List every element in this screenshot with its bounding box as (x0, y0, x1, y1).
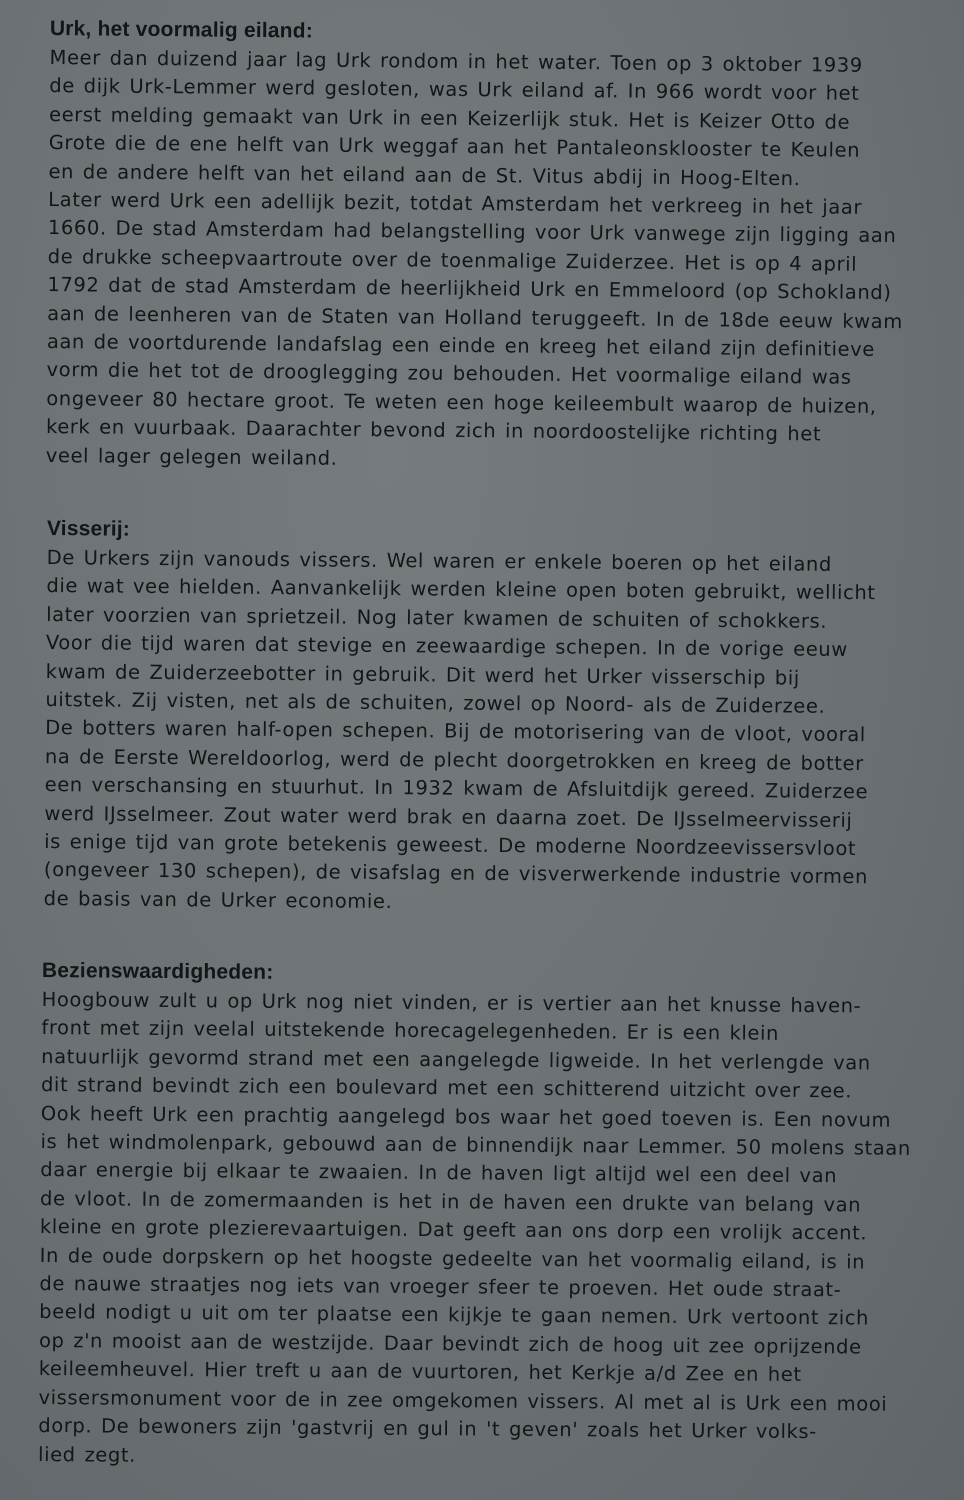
section-heading: Visserij: (46, 516, 131, 541)
text-line: kwam de Zuiderzeebotter in gebruik. Dit werd het Urker visserschip bij (45, 659, 800, 690)
text-line: na de Eerste Wereldoorlog, werd de plecht doorgetrokken en kreeg de botter (44, 744, 864, 775)
text-line: de drukke scheepvaartroute over de toenmalige Zuiderzee. Het is op 4 april (47, 244, 858, 276)
section-sights (38, 958, 932, 1476)
text-line: 1792 dat de stad Amsterdam de heerlijkheid Urk en Emmeloord (op Schokland) (47, 273, 892, 305)
text-line: (ongeveer 130 schepen), de visafslag en de visverwerkende industrie vormen (43, 858, 869, 889)
text-line: aan de leenheren van de Staten van Holland teruggeeft. In de 18de eeuw kwam (47, 301, 903, 333)
text-line: is het windmolenpark, gebouwd aan de binnendijk naar Lemmer. 50 molens staan (40, 1130, 911, 1160)
text-line: vorm die het tot de drooglegging zou behouden. Het voormalige eiland was (46, 358, 852, 390)
text-line: werd IJsselmeer. Zout water werd brak en daarna zoet. De IJsselmeervisserij (44, 801, 853, 832)
text-line: daar energie bij elkaar te zwaaien. In de haven ligt altijd wel een deel van (40, 1158, 838, 1188)
text-line: lied zegt. (38, 1442, 137, 1467)
text-line: ongeveer 80 hectare groot. Te weten een hoge keileembult waarop de huizen, (46, 386, 877, 418)
text-line: op z'n mooist aan de westzijde. Daar bevindt zich de hoog uit zee oprijzende (38, 1328, 862, 1359)
text-line: en de andere helft van het eiland aan de St. Vitus abdij in Hoog-Elten. (48, 159, 801, 190)
text-line: later voorzien van sprietzeil. Nog later kwamen de schuiten of schokkers. (46, 602, 828, 633)
text-line: Hoogbouw zult u op Urk nog niet vinden, er is vertier aan het knusse haven- (41, 987, 862, 1018)
text-line: Meer dan duizend jaar lag Urk rondom in het water. Toen op 3 oktober 1939 (49, 45, 863, 77)
section-body (38, 986, 932, 1476)
text-line: dit strand bevindt zich een boulevard met een schitterend uitzicht over zee. (40, 1073, 853, 1103)
text-line: De botters waren half-open schepen. Bij de motorisering van de vloot, vooral (45, 716, 866, 747)
text-line: Ook heeft Urk een prachtig aangelegd bos waar het goed toeven is. Een novum (40, 1101, 892, 1132)
section-urk-island (46, 16, 940, 479)
text-line: In de oude dorpskern op het hoogste gedeelte van het voormalig eiland, is in (39, 1243, 866, 1274)
text-line: dorp. De bewoners zijn 'gastvrij en gul in 't geven' zoals het Urker volks- (38, 1414, 817, 1444)
text-line: die wat vee hielden. Aanvankelijk werden kleine open boten gebruikt, wellicht (46, 574, 876, 605)
text-line: aan de voortdurende landafslag een einde en kreeg het eiland zijn definitieve (46, 330, 876, 361)
text-line: vissersmonument voor de in zee omgekomen vissers. Al met al is Urk een mooi (38, 1385, 888, 1416)
text-line: de basis van de Urker economie. (43, 886, 393, 913)
text-line: kleine en grote plezierevaartuigen. Dat geeft aan ons dorp een vrolijk accent. (39, 1215, 868, 1245)
text-line: uitstek. Zij visten, net als de schuiten, zowel op Noord- als de Zuiderzee. (45, 688, 826, 718)
text-line: keileemheuvel. Hier treft u aan de vuurtoren, het Kerkje a/d Zee en het (38, 1357, 802, 1387)
text-line: Grote die de ene helft van Urk weggaf aan het Pantaleonsklooster te Keulen (48, 131, 861, 163)
text-line: de nauwe straatjes nog iets van vroeger sfeer te proeven. Het oude straat- (39, 1272, 842, 1302)
text-line: veel lager gelegen weiland. (45, 443, 338, 470)
text-line: Voor die tijd waren dat stevige en zeewaardige schepen. In de vorige eeuw (45, 631, 848, 662)
text-line: de dijk Urk-Lemmer werd gesloten, was Urk eiland af. In 966 wordt voor het (49, 74, 860, 106)
text-line: natuurlijk gevormd strand met een aangelegde ligweide. In het verlengde van (41, 1044, 871, 1075)
text-line: een verschansing en stuurhut. In 1932 kwam de Afsluitdijk gereed. Zuiderzee (44, 773, 869, 804)
text-line: Later werd Urk een adellijk bezit, totdat Amsterdam het verkreeg in het jaar (48, 188, 863, 219)
text-line: de vloot. In de zomermaanden is het in de haven een drukte van belang van (40, 1186, 862, 1217)
text-line: eerst melding gemaakt van Urk in een Keizerlijk stuk. Het is Keizer Otto de (48, 102, 851, 134)
section-heading: Bezienswaardigheden: (41, 958, 274, 984)
text-line: 1660. De stad Amsterdam had belangstelling voor Urk vanwege zijn ligging aan (47, 216, 897, 248)
section-body (46, 44, 940, 479)
text-line: De Urkers zijn vanouds vissers. Wel waren er enkele boeren op het eiland (46, 545, 832, 576)
text-line: beeld nodigt u uit om ter plaatse een kijkje te gaan nemen. Urk vertoont zich (39, 1300, 870, 1330)
text-line: front met zijn veelal uitstekende horecagelegenheden. Er is een klein (41, 1016, 780, 1046)
text-line: is enige tijd van grote betekenis geweest. De moderne Noordzeevissersvloot (44, 830, 857, 861)
section-heading: Urk, het voormalig eiland: (49, 16, 314, 43)
section-body (44, 544, 937, 921)
section-fishery (44, 516, 937, 921)
text-line: kerk en vuurbaak. Daarachter bevond zich in noordoostelijke richting het (45, 415, 822, 446)
